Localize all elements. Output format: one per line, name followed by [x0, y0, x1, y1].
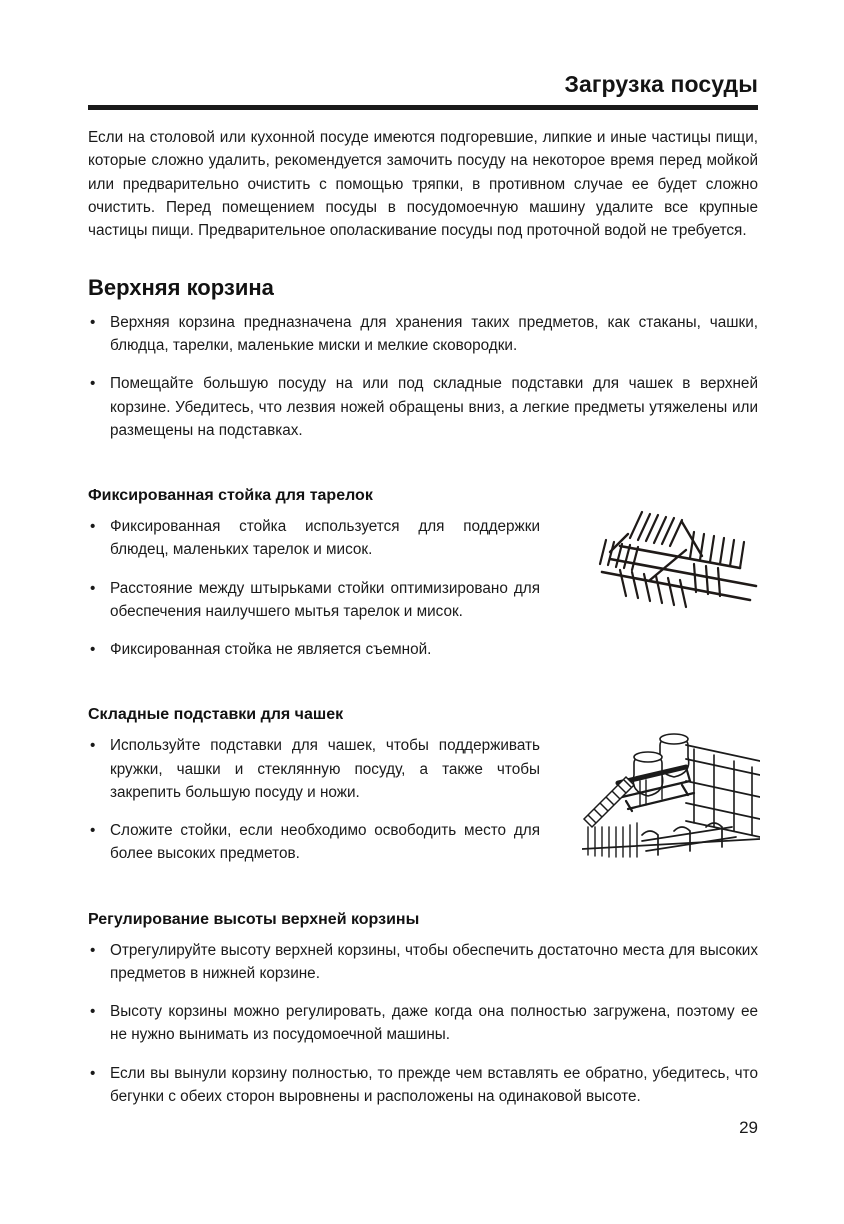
spacer: [88, 357, 758, 372]
list-item-text: Помещайте большую посуду на или под складные подставки для чашек в верхней корзине. Убедитесь, что лезвия ножей обращены вниз, а легкие предметы утяжелены или размещены на подставках.: [110, 375, 758, 439]
list-item: [88, 372, 758, 442]
section-folding-cup-racks: [88, 705, 758, 865]
list-item-text: Верхняя корзина предназначена для хранения таких предметов, как стаканы, чашки, блюдца, тарелки, маленькие миски и мелкие сковородки.: [110, 313, 758, 355]
list-item-text: Сложите стойки, если необходимо освободить место для более высоких предметов.: [110, 822, 540, 863]
section-fixed-plate-rack: [88, 486, 758, 661]
list-item-text: Фиксированная стойка используется для поддержки блюдец, маленьких тарелок и мисок.: [110, 518, 540, 559]
list-item: [88, 1000, 758, 1047]
spacer: [88, 866, 758, 910]
spacer: [88, 985, 758, 1000]
list-item: [88, 638, 540, 661]
bullet-icon: •: [90, 737, 96, 755]
bullet-icon: •: [90, 1003, 96, 1021]
list-item: [88, 939, 758, 986]
page-number: 29: [739, 1118, 758, 1137]
bullet-icon: •: [90, 941, 96, 959]
list-item: [88, 311, 758, 358]
spacer: [88, 302, 758, 311]
header-divider-rule: [88, 105, 758, 110]
bullet-icon: •: [90, 1064, 96, 1082]
spacer: [88, 442, 758, 486]
page-header: [88, 0, 758, 110]
list-item-text: Используйте подставки для чашек, чтобы поддерживать кружки, чашки и стеклянную посуду, а также чтобы закрепить большую посуду и ножи.: [110, 737, 540, 801]
page-title: Загрузка посуды: [564, 71, 758, 97]
list-item-text: Расстояние между штырьками стойки оптимизировано для обеспечения наилучшего мытья тарелок и мисок.: [110, 579, 540, 620]
bullet-icon: •: [90, 375, 96, 393]
page-content: [88, 0, 758, 1108]
spacer: [88, 1047, 758, 1062]
intro-paragraph: Если на столовой или кухонной посуде имеются подгоревшие, липкие и иные частицы пищи, которые сложно удалить, рекомендуется замочить посуду на некоторое время перед мойкой или предварительно очистить с помощью тряпки, в противном случае ее будет сложно очистить. Перед помещением посуды в посудомоечную машину удалите все крупные частицы пищи. Предварительное ополаскивание посуды под проточной водой не требуется.: [88, 129, 758, 240]
spacer: [88, 661, 758, 705]
bullet-icon: •: [90, 579, 96, 597]
subheading-folding-cup-racks: Складные подставки для чашек: [88, 706, 344, 724]
spacer: [88, 623, 758, 638]
list-item-text: Высоту корзины можно регулировать, даже когда она полностью загружена, поэтому ее не нужно вынимать из посудомоечной машины.: [110, 1003, 758, 1044]
list-item: [88, 577, 540, 624]
list-item: [88, 819, 540, 866]
subheading-fixed-plate-rack: Фиксированная стойка для тарелок: [88, 487, 373, 505]
section-heading-upper-basket: Верхняя корзина: [88, 275, 274, 301]
spacer: [88, 242, 758, 275]
list-item: [88, 515, 540, 562]
spacer: [88, 930, 758, 939]
list-item-text: Если вы вынули корзину полностью, то прежде чем вставлять ее обратно, убедитесь, что бегунки с обеих сторон выровнены и расположены на одинаковой высоте.: [110, 1064, 758, 1105]
list-item: [88, 734, 540, 804]
cup-rack-basket-illustration: [582, 723, 760, 858]
bullet-icon: •: [90, 313, 96, 331]
list-item: [88, 1062, 758, 1109]
bullet-icon: •: [90, 822, 96, 840]
list-item-text: Фиксированная стойка не является съемной.: [110, 641, 432, 659]
subheading-height-adjustment: Регулирование высоты верхней корзины: [88, 910, 420, 928]
list-item-text: Отрегулируйте высоту верхней корзины, чтобы обеспечить достаточно места для высоких предметов в нижней корзине.: [110, 941, 758, 982]
bullet-icon: •: [90, 641, 96, 659]
plate-rack-illustration: [590, 504, 760, 609]
bullet-icon: •: [90, 518, 96, 536]
